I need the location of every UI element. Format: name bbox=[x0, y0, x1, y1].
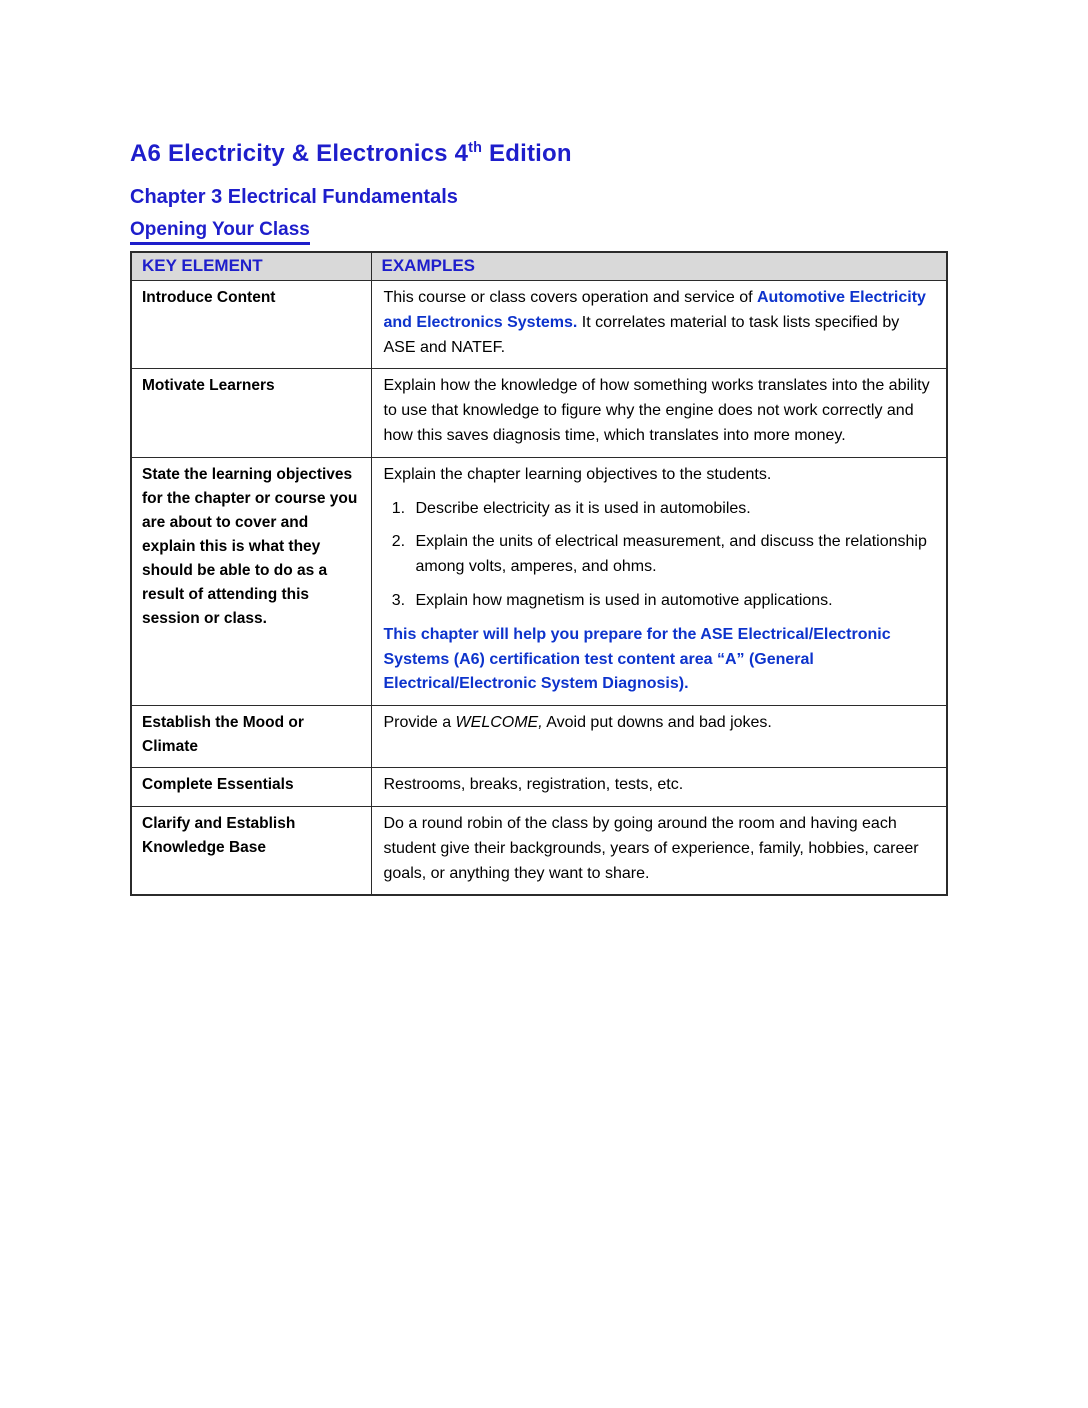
table-row bbox=[131, 457, 947, 705]
list-item bbox=[410, 497, 935, 522]
table-row bbox=[131, 369, 947, 457]
text-segment: Explain how the knowledge of how something works translates into the ability to use that knowledge to figure why the engine does not work correctly and how this saves diagnosis time, which translates into more money. bbox=[383, 377, 930, 444]
paragraph bbox=[384, 812, 935, 886]
page-title bbox=[130, 140, 955, 168]
examples-cell bbox=[371, 281, 947, 369]
key-element-cell: State the learning objectives for the chapter or course you are about to cover and explain this is what they should be able to do as a result of attending this session or class. bbox=[131, 457, 371, 705]
page-title-superscript: th bbox=[468, 140, 483, 156]
section-heading bbox=[130, 219, 955, 245]
examples-cell bbox=[371, 706, 947, 768]
text-segment: Explain how magnetism is used in automotive applications. bbox=[415, 591, 833, 609]
section-heading-text: Opening Your Class bbox=[130, 219, 310, 245]
header-row bbox=[131, 252, 947, 281]
table-row bbox=[131, 281, 947, 369]
key-element-cell: Introduce Content bbox=[131, 281, 371, 369]
table-header bbox=[131, 252, 947, 281]
text-segment: Do a round robin of the class by going around the room and having each student give their backgrounds, years of experience, family, hobbies, career goals, or anything they want to share. bbox=[383, 814, 919, 882]
examples-cell bbox=[371, 369, 947, 457]
column-header-key-element: KEY ELEMENT bbox=[131, 252, 371, 281]
text-segment: Avoid put downs and bad jokes. bbox=[542, 714, 772, 732]
text-segment: Restrooms, breaks, registration, tests, etc. bbox=[383, 776, 684, 794]
key-element-table bbox=[130, 251, 948, 896]
paragraph bbox=[384, 463, 935, 488]
column-header-examples: EXAMPLES bbox=[371, 252, 947, 281]
text-segment: Explain the units of electrical measurement, and discuss the relationship among volts, amperes, and ohms. bbox=[415, 533, 927, 576]
paragraph bbox=[384, 286, 935, 360]
page-title-main: A6 Electricity & Electronics 4 bbox=[130, 140, 469, 167]
list-item bbox=[410, 530, 935, 580]
paragraph bbox=[384, 773, 935, 798]
text-segment: Provide a bbox=[383, 714, 456, 732]
examples-cell bbox=[371, 806, 947, 895]
key-element-cell: Motivate Learners bbox=[131, 369, 371, 457]
numbered-list bbox=[384, 497, 935, 614]
paragraph bbox=[384, 374, 935, 448]
key-element-cell: Establish the Mood or Climate bbox=[131, 706, 371, 768]
examples-cell bbox=[371, 457, 947, 705]
paragraph bbox=[384, 711, 935, 736]
list-item bbox=[410, 589, 935, 614]
table-row bbox=[131, 768, 947, 807]
text-segment: This course or class covers operation and service of bbox=[383, 289, 757, 306]
table-body bbox=[131, 281, 947, 896]
text-segment: It correlates material to task lists specified by ASE and NATEF. bbox=[383, 313, 900, 356]
text-segment: This chapter will help you prepare for the ASE Electrical/Electronic Systems (A6) certification test content area “A” (General Electrical/Electronic System Diagnosis). bbox=[383, 625, 891, 693]
text-segment: Automotive Electricity and Electronics Systems. bbox=[383, 289, 926, 331]
text-segment: Explain the chapter learning objectives to the students. bbox=[383, 465, 772, 483]
text-segment: WELCOME, bbox=[455, 714, 543, 732]
paragraph bbox=[384, 623, 935, 697]
key-element-cell: Complete Essentials bbox=[131, 768, 371, 807]
table-row bbox=[131, 706, 947, 768]
examples-cell bbox=[371, 768, 947, 807]
text-segment: Describe electricity as it is used in automobiles. bbox=[415, 499, 751, 517]
key-element-cell: Clarify and Establish Knowledge Base bbox=[131, 806, 371, 895]
table-row bbox=[131, 806, 947, 895]
chapter-heading: Chapter 3 Electrical Fundamentals bbox=[130, 186, 458, 208]
page-title-end: Edition bbox=[482, 140, 572, 167]
